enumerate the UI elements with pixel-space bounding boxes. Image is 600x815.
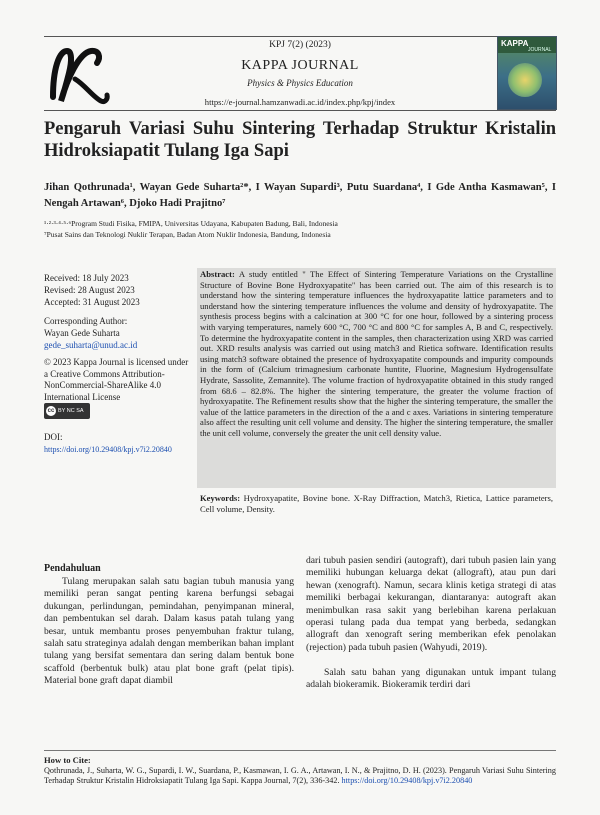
section-heading: Pendahuluan <box>44 563 101 574</box>
corresponding-email[interactable]: gede_suharta@unud.ac.id <box>44 340 138 350</box>
journal-url[interactable]: https://e-journal.hamzanwadi.ac.id/index.php/kpj/index <box>204 97 396 107</box>
journal-logo <box>44 38 114 110</box>
keywords-block <box>200 493 553 515</box>
corresponding-name: Wayan Gede Suharta <box>44 328 120 338</box>
citation-block <box>44 766 556 787</box>
license-text: © 2023 Kappa Journal is licensed under a Creative Commons Attribution-NonCommercial-ShareAlike 4.0 International License <box>44 357 189 402</box>
intro-paragraph-right-2: Salah satu bahan yang digunakan untuk impant tulang adalah biokeramik. Biokeramik terdiri dari <box>306 667 556 691</box>
received-date: Received: 18 July 2023 <box>44 273 129 283</box>
revised-date: Revised: 28 August 2023 <box>44 285 135 295</box>
intro-paragraph-left: Tulang merupakan salah satu bagian tubuh manusia yang memiliki peran sangat penting karena berfungsi sebagai dukungan, perlindungan, pemindahan, penyimpanan mineral, dan pembentukan sel darah. Dalam kasus patah tulang yang besar, untuk membantu proses penyembuhan fraktur tulang, salah satu strateginya adalah dengan memberikan bahan implant tulang yang bersifat sementara dan sering dalam bentuk bone scaffold (berbentuk bulk) atau plat bone graft (pelat tipis). Material bone graft dapat diambil <box>44 576 294 687</box>
affiliation-1: ¹·²·³·⁴·⁵·⁶Program Studi Fisika, FMIPA, Universitas Udayana, Kabupaten Badung, Bali, Indonesia <box>44 219 338 228</box>
citation-heading: How to Cite: <box>44 755 91 765</box>
kappa-logo-icon <box>45 39 113 109</box>
citation-rule <box>44 750 556 751</box>
doi-label: DOI: <box>44 432 63 442</box>
author-list: Jihan Qothrunada¹, Wayan Gede Suharta²*, I Wayan Supardi³, Putu Suardana⁴, I Gde Antha Kasmawan⁵, I Nengah Artawan⁶, Djoko Hadi Prajitno⁷ <box>44 182 556 209</box>
keywords-text: Hydroxyapatite, Bovine bone. X-Ray Diffraction, Match3, Rietica, Lattice parameters, Cell volume, Density. <box>200 493 553 514</box>
paper-title: Pengaruh Variasi Suhu Sintering Terhadap Struktur Kristalin Hidroksiapatit Tulang Iga Sapi <box>44 119 556 161</box>
journal-cover-image <box>497 36 557 110</box>
cc-icon: cc <box>47 408 55 414</box>
header-top-rule <box>44 36 556 37</box>
citation-text: Qothrunada, J., Suharta, W. G., Supardi, I. W., Suardana, P., Kasmawan, I. G. A., Artawan, I. N., & Prajitno, D. H. (2023). Pengaruh Variasi Suhu Sintering Terhadap Struktur Kristalin Hidroksiapatit Tulang Iga Sapi. Kappa Journal, 7(2), 336-342. <box>44 766 556 786</box>
corresponding-label: Corresponding Author: <box>44 316 128 326</box>
abstract-text: A study entitled " The Effect of Sintering Temperature Variations on the Crystalline Structure of Bovine Bone Hydroxyapatite" has been carried out. The aim of this research is to understand how the sintering temperature influences the hydroxyapatite lattice parameters and to understand how the sintering temperature influences the volume and density of hydroxyapatite. The synthesis process begins with a calcination at 300 °C for one hour, followed by a sintering process with varying temperatures, namely 600 °C, 700 °C and 800 °C for samples A, B and C, respectively. To determine the hydroxyapatite content in the samples, then characterization using XRD was carried out. XRD results analysis was carried out using match3 and Rietica software. Identification results using match3 software obtained the presence of hydroxyapatite compounds and impurity compounds in the form of (Calcium trimagnesium carbonate huntite, Fluorine, Magnesium Hydrogensulfate Hydrate, Sassolite, Zemannite). The volume fraction of hydroxyapatite obtained in this study ranged from 68.6 – 82.8%. The higher the sintering temperature, the greater the volume fraction of hydroxyapatite. The Refinement results show that the higher the sintering temperature, the smaller the value of the lattice parameters in the direction of the a and c axes. Variations in sintering temperature also affect the resulting unit cell volume and density. The higher the sintering temperature, the smaller the unit cell volume, conversely the greater the unit cell density value. <box>200 269 553 438</box>
cover-subtitle: JOURNAL <box>528 47 552 53</box>
affiliation-2: ⁷Pusat Sains dan Teknologi Nuklir Terapan, Badan Atom Nuklir Indonesia, Bandung, Indonesia <box>44 230 331 239</box>
cover-title: KAPPA <box>501 39 529 48</box>
journal-name: KAPPA JOURNAL <box>241 58 359 73</box>
citation-link[interactable]: https://doi.org/10.29408/kpj.v7i2.20840 <box>341 776 473 786</box>
cc-badge-text: BY NC SA <box>58 408 84 414</box>
abstract-label: Abstract: <box>200 269 235 279</box>
doi-link[interactable]: https://doi.org/10.29408/kpj.v7i2.20840 <box>44 445 172 454</box>
journal-subtitle: Physics & Physics Education <box>247 78 353 88</box>
intro-paragraph-right: dari tubuh pasien sendiri (autograft), dari tubuh pasien lain yang memiliki hubungan keluarga dekat (allograft), atau pun dari hewan (xenograft). Namun, secara klinis ketiga strategi di atas memiliki berbagai kekurangan, diantaranya: autograft akan menimbulkan rasa sakit yang berlebihan karena perlakuan operasi tulang pada dua tempat yang berbeda, sedangkan allograft dan xenograft sering memberikan efek penolakan (rejection) pada tubuh pasien (Wahyudi, 2019). <box>306 555 556 653</box>
cc-license-badge[interactable] <box>44 403 90 419</box>
header-bottom-rule <box>44 110 556 111</box>
keywords-label: Keywords: <box>200 493 241 503</box>
issue-label: KPJ 7(2) (2023) <box>269 40 331 50</box>
accepted-date: Accepted: 31 August 2023 <box>44 297 140 307</box>
abstract-block <box>200 269 553 439</box>
